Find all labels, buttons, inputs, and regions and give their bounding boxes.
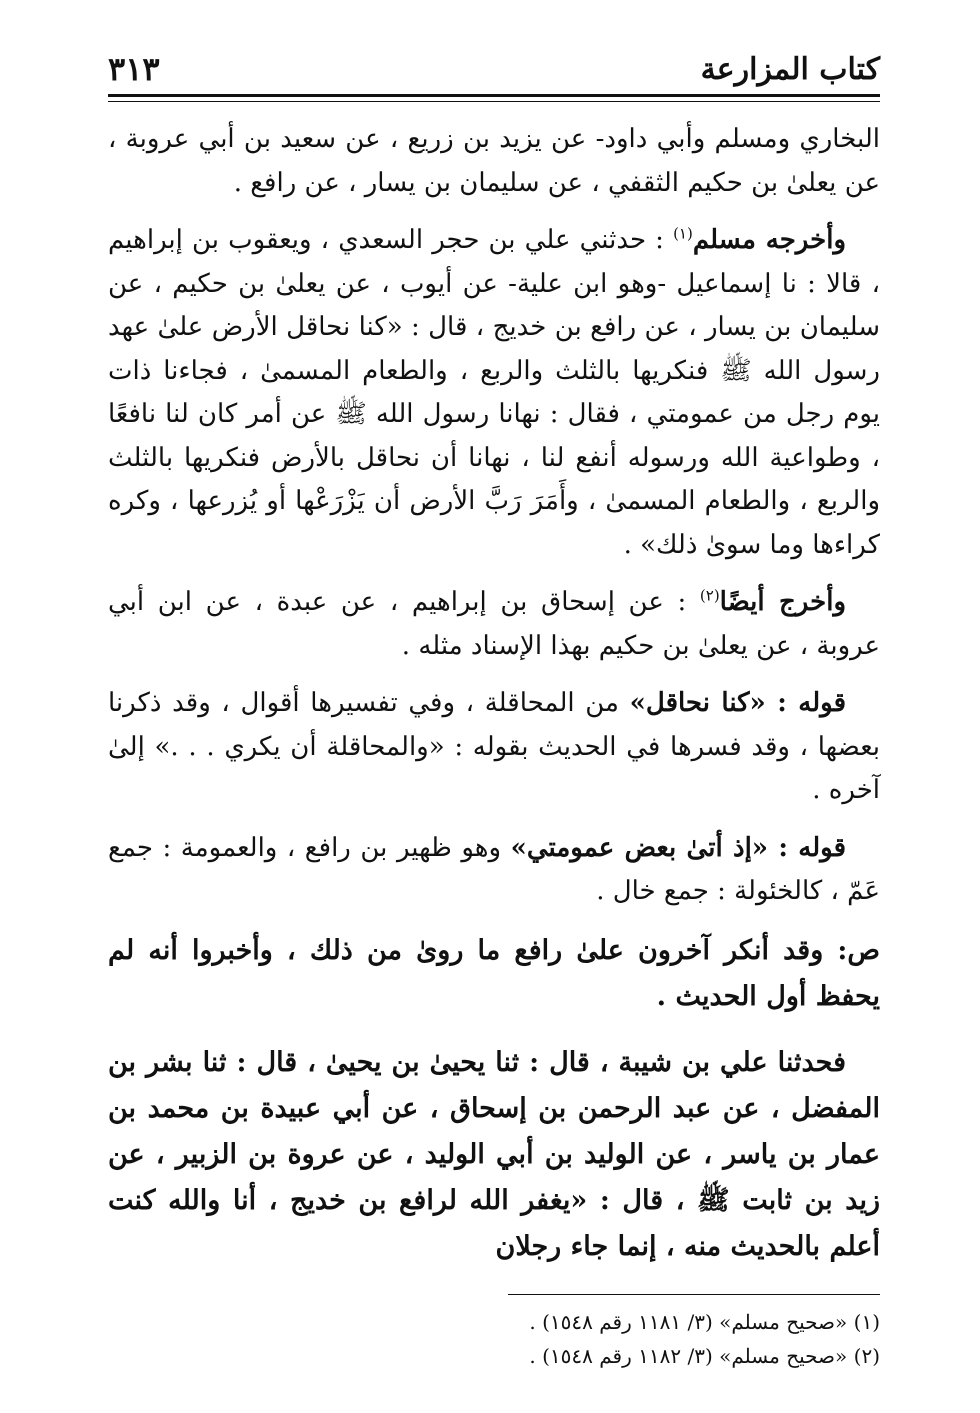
footnote-ref-2: (٢) [699,586,720,605]
paragraph-2-lead: وأخرجه مسلم [692,225,846,255]
book-page [108,48,880,1373]
footnote-1: (١) «صحيح مسلم» (٣/ ١١٨١ رقم ١٥٤٨) . [529,1309,880,1334]
paragraph-2-text: : حدثني علي بن حجر السعدي ، ويعقوب بن إبراهيم ، قالا : نا إسماعيل -وهو ابن علية- عن أيوب ، عن يعلىٰ بن حكيم ، عن سليمان بن يسار ، عن رافع بن خديج ، قال : «كنا نحاقل الأرض علىٰ عهد رسول الله ﷺ فنكريها بالثلث والربع ، والطعام المسمىٰ ، فجاءنا ذات يوم رجل من عمومتي ، فقال : نهانا رسول الله ﷺ عن أمر كان لنا نافعًا ، وطواعية الله ورسوله أنفع لنا ، نهانا أن نحاقل بالأرض فنكريها بالثلث والربع ، والطعام المسمىٰ ، وأَمَرَ رَبَّ الأرض أن يَزْرَعْها أو يُزرعها ، وكره كراءها وما سوىٰ ذلك» . [108,225,880,560]
header-rule-thin [108,101,880,102]
footnote-ref-1: (١) [673,224,693,243]
header-rule-thick [108,94,880,97]
paragraph-gap [108,813,880,827]
paragraph-5 [108,827,880,914]
running-header [108,48,880,94]
paragraph-1: البخاري ومسلم وأبي داود- عن يزيد بن زريع ، عن سعيد بن أبي عروبة ، عن يعلىٰ بن حكيم الثقفي ، عن سليمان بن يسار ، عن رافع . [108,124,880,198]
page-number: ٣١٣ [108,50,160,88]
paragraph-gap [108,668,880,682]
paragraph-5-lead: قوله : «إذ أتىٰ بعض عمومتي» [510,832,847,863]
paragraph-4 [108,682,880,813]
paragraph-gap [108,567,880,581]
paragraph-gap [108,205,880,219]
paragraph-4-text: من المحاقلة ، وفي تفسيرها أقوال ، وقد ذكرنا بعضها ، وقد فسرها في الحديث بقوله : «والمحاقلة أن يكري . . .» إلىٰ آخره . [108,688,880,805]
paragraph-gap [108,1020,880,1040]
footnote-2: (٢) «صحيح مسلم» (٣/ ١١٨٢ رقم ١٥٤٨) . [529,1343,880,1368]
book-title: كتاب المزارعة [700,52,880,87]
paragraph-3 [108,581,880,668]
paragraph-gap [108,914,880,928]
paragraph-3-text: : عن إسحاق بن إبراهيم ، عن عبدة ، عن ابن أبي عروبة ، عن يعلىٰ بن حكيم بهذا الإسناد مثله . [108,587,880,661]
paragraph-4-lead: قوله : «كنا نحاقل» [629,688,846,718]
paragraph-5-text: وهو ظهير بن رافع ، والعمومة : جمع عَمّ ، كالخئولة : جمع خال . [108,832,880,906]
footnote-divider [508,1294,880,1295]
paragraph-3-lead: وأخرج أيضًا [719,587,847,617]
footnote-divider-wrap [108,1270,880,1305]
paragraph-2 [108,219,880,567]
paragraph-7: فحدثنا علي بن شيبة ، قال : ثنا يحيىٰ بن يحيىٰ ، قال : ثنا بشر بن المفضل ، عن عبد الرحمن بن إسحاق ، عن أبي عبيدة بن محمد بن عمار بن ياسر ، عن الوليد بن أبي الوليد ، عن عروة بن الزبير ، عن زيد بن ثابت ﷺ ، قال : «يغفر الله لرافع بن خديج ، أنا والله كنت أعلم بالحديث منه ، إنما جاء رجلان [108,1046,880,1262]
paragraph-6: ص: وقد أنكر آخرون علىٰ رافع ما روىٰ من ذلك ، وأخبروا أنه لم يحفظ أول الحديث . [108,934,880,1012]
